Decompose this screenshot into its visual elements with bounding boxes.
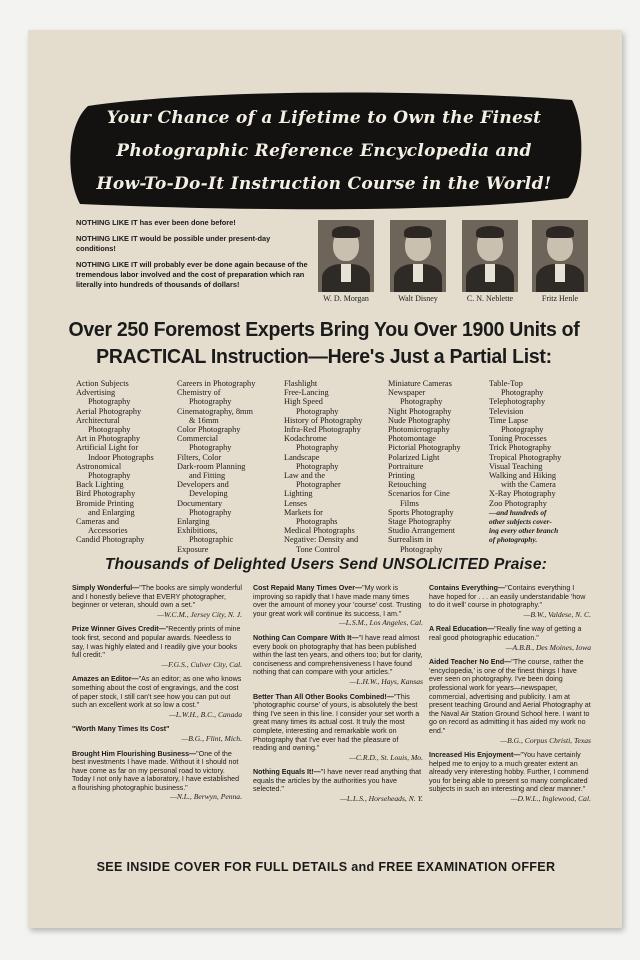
subject-item: Flashlight: [284, 379, 318, 388]
subject-item: Surrealism in: [388, 535, 433, 545]
testimonial: [72, 584, 242, 619]
subject-item: Architectural: [76, 415, 120, 425]
testimonial-body: "I have read almost every book on photography that has been published within the last ten years, and others too; but for clarity, conciseness and comprehensiveness I have found nothing that can compare with your articles.": [253, 633, 423, 677]
testimonial-body: "Really fine way of getting a real good photographic education.": [429, 625, 582, 642]
testimonial-title: Nothing Can Compare With It—: [253, 633, 359, 642]
portrait-photo: [532, 220, 588, 292]
subject-item: Advertising: [76, 388, 116, 398]
subject-item: Photographer: [296, 480, 341, 490]
praise-heading: Thousands of Delighted Users Send UNSOLICITED Praise:: [104, 556, 548, 573]
subject-item: Exhibitions,: [177, 526, 218, 536]
subject-item: Careers in Photography: [177, 379, 256, 388]
testimonial-title: "Worth Many Times Its Cost": [72, 725, 170, 734]
testimonial-body: "The course, rather the 'encyclopedia,' is one of the finest things I have ever seen on photography. I've been doing professional work for years—newspaper, commercial, advertising and publicity. I am at present teaching Ground and Aerial Photography at the Naval Air Station Ground School here. I want to go on record as admitting it has aided my work no end.": [429, 658, 591, 735]
testimonial-title: Increased His Enjoyment—: [429, 751, 521, 760]
subject-item: Time Lapse: [489, 415, 529, 425]
subjects-note: of photography.: [489, 535, 538, 545]
testimonial-author: —B.G., Flint, Mich.: [181, 733, 242, 743]
testimonial: [72, 625, 242, 669]
subject-item: Photography: [296, 461, 339, 471]
subject-item: Photographic: [189, 535, 234, 545]
subject-column: [177, 379, 297, 554]
subject-item: Developers and: [177, 480, 229, 490]
testimonial-author: —L.W.H., B.C., Canada: [169, 709, 242, 719]
testimonial-author: —N.L., Berwyn, Penna.: [170, 792, 242, 802]
testimonial: [253, 634, 423, 687]
intro-claim: NOTHING LIKE IT would be possible under present-day conditions!: [76, 234, 271, 253]
subject-item: Color Photography: [177, 425, 241, 435]
subject-item: with the Camera: [501, 480, 556, 490]
subject-item: Infra-Red Photography: [284, 425, 361, 435]
subject-item: Miniature Cameras: [388, 379, 452, 388]
testimonial-author: —L.L.S., Horseheads, N. Y.: [340, 794, 423, 804]
subjects-note: —and hundreds of: [489, 507, 547, 517]
portrait-photo: [318, 220, 374, 292]
subject-item: Lighting: [284, 489, 313, 499]
testimonial-title: Prize Winner Gives Credit—: [72, 625, 166, 634]
subject-item: Lenses: [284, 498, 308, 508]
testimonial: [72, 675, 242, 719]
testimonial-title: A Real Education—: [429, 625, 495, 634]
subject-item: Photography: [88, 425, 131, 435]
subject-item: Developing: [189, 489, 228, 499]
testimonial-body: "Contains everything I have hoped for . . . an easily understandable 'how to do it well' course in photography.": [429, 584, 586, 610]
subject-item: Dark-room Planning: [177, 461, 246, 471]
subject-item: Tropical Photography: [489, 452, 562, 462]
subject-item: Photography: [400, 544, 443, 554]
subject-item: Tone Control: [296, 544, 340, 554]
portrait-photo: [462, 220, 518, 292]
subject-item: Filters, Color: [177, 452, 222, 462]
subject-item: Action Subjects: [76, 379, 129, 388]
subject-item: Telephotography: [489, 397, 546, 407]
subject-item: Commercial: [177, 434, 219, 444]
testimonial: [72, 725, 242, 743]
subject-item: Cameras and: [76, 517, 120, 527]
subject-item: Photomicrography: [388, 425, 450, 435]
portrait-caption: W. D. Morgan: [323, 294, 369, 303]
subject-item: Back Lighting: [76, 480, 124, 490]
subject-item: Photography: [88, 397, 131, 407]
subject-item: History of Photography: [284, 415, 363, 425]
subject-column: [489, 379, 609, 545]
subject-item: Accessories: [88, 526, 128, 536]
portrait-photo: [390, 220, 446, 292]
intro-claim: NOTHING LIKE IT has ever been done before!: [76, 218, 236, 227]
subject-item: Candid Photography: [76, 535, 145, 545]
subject-item: Free-Lancing: [284, 388, 329, 398]
testimonial-author: —L.H.W., Hays, Kansas: [349, 676, 423, 686]
testimonial-column: [253, 584, 423, 810]
testimonial-title: Brought Him Flourishing Business—: [72, 749, 197, 758]
subject-item: and Enlarging: [88, 507, 135, 517]
testimonial-title: Amazes an Editor—: [72, 675, 139, 684]
testimonial-author: —C.R.D., St. Louis, Mo.: [349, 752, 423, 762]
subject-item: Photographs: [296, 517, 338, 527]
testimonial-author: —D.W.L., Inglewood, Cal.: [510, 794, 591, 804]
testimonial-author: —L.S.M., Los Angeles, Cal.: [338, 618, 423, 628]
testimonial-author: —A.B.B., Des Moines, Iowa: [505, 642, 591, 652]
subject-item: Documentary: [177, 498, 223, 508]
subject-item: Chemistry of: [177, 388, 221, 398]
testimonial-body: "One of the best investments I have made. Without it I should not have come as far on my personal road to victory. Today I not only have a laboratory, I have established a flourishing photographic business.": [72, 749, 240, 792]
subject-item: Photography: [501, 388, 544, 398]
subject-column: [284, 379, 404, 554]
subject-item: Kodachrome: [284, 434, 327, 444]
subject-item: Bird Photography: [76, 489, 136, 499]
subject-item: Printing: [388, 471, 415, 481]
subject-item: Aerial Photography: [76, 406, 142, 416]
testimonial-title: Nothing Equals It!—: [253, 768, 321, 777]
headline-line-2: PRACTICAL Instruction—Here's Just a Partial List:: [96, 345, 552, 368]
banner-line-1: Your Chance of a Lifetime to Own the Finest: [106, 108, 542, 128]
subject-item: Indoor Photographs: [88, 452, 154, 462]
testimonial-author: —B.W., Valdese, N. C.: [523, 609, 591, 619]
subject-item: and Fitting: [189, 471, 226, 481]
testimonial: [72, 750, 242, 803]
portrait-caption: Fritz Henle: [541, 294, 579, 303]
banner-line-3: How-To-Do-It Instruction Course in the World!: [96, 174, 552, 194]
subject-item: Cinematography, 8mm: [177, 406, 253, 416]
subject-item: Medical Photographs: [284, 526, 355, 536]
subject-item: High Speed: [284, 397, 323, 407]
testimonial-author: —W.C.M., Jersey City, N. J.: [157, 609, 242, 619]
subject-item: Photography: [189, 443, 232, 453]
subject-item: Exposure: [177, 544, 209, 554]
subject-item: Trick Photography: [489, 443, 552, 453]
subject-item: Photography: [296, 406, 339, 416]
subject-item: Law and the: [284, 471, 326, 481]
subject-item: Photography: [189, 507, 232, 517]
testimonial-title: Cost Repaid Many Times Over—: [253, 584, 363, 592]
subject-item: & 16mm: [189, 415, 219, 425]
testimonial: [253, 584, 423, 628]
subject-item: Scenarios for Cine: [388, 489, 450, 499]
testimonial-body: "My work is improving so rapidly that I have made many times over the amount of money your 'course' cost. Trusting your great work will continue its success, I am.": [253, 584, 422, 618]
subject-item: Toning Processes: [489, 434, 547, 444]
testimonial: [253, 693, 423, 763]
headline-line-1: Over 250 Foremost Experts Bring You Over 1900 Units of: [68, 318, 580, 341]
testimonial-body: "You have certainly helped me to enjoy to a much greater extent an already very interesting hobby. Further, I commend you for being able to present so many complicated subjects in such an interesting and clear manner.": [429, 751, 589, 794]
subject-item: Negative: Density and: [284, 535, 359, 545]
subject-item: Studio Arrangement: [388, 526, 456, 536]
testimonial-body: "Recently prints of mine took first, second and popular awards. Needless to say, I was highly elated and I readily give your books full credit.": [72, 625, 241, 660]
testimonial-body: "The books are simply wonderful and I honestly believe that EVERY photographer, beginner or veteran, should own a set.": [72, 584, 242, 610]
expert-portraits: [318, 220, 594, 304]
subject-item: Newspaper: [388, 388, 426, 398]
testimonial-column: [72, 584, 242, 808]
subject-item: X-Ray Photography: [489, 489, 556, 499]
testimonial-author: —B.G., Corpus Christi, Texas: [500, 735, 591, 745]
subject-item: Pictorial Photography: [388, 443, 461, 453]
subject-item: Photomontage: [388, 434, 436, 444]
testimonial-title: Contains Everything—: [429, 584, 506, 592]
subject-item: Photography: [88, 471, 131, 481]
testimonial: [429, 584, 591, 619]
subject-item: Photography: [400, 397, 443, 407]
subject-item: Television: [489, 406, 524, 416]
subject-item: Nude Photography: [388, 415, 451, 425]
subject-item: Sports Photography: [388, 507, 454, 517]
subject-item: Films: [400, 498, 419, 508]
subject-item: Zoo Photography: [489, 498, 547, 508]
subject-item: Night Photography: [388, 406, 452, 416]
subject-item: Visual Teaching: [489, 461, 543, 471]
intro-claims: [76, 218, 308, 296]
portrait-caption: C. N. Neblette: [466, 294, 514, 303]
intro-claim: NOTHING LIKE IT will probably ever be done again because of the tremendous labor involved and the cost of preparation which ran literally into hundreds of thousands of dollars!: [76, 260, 308, 289]
testimonial-column: [429, 584, 591, 810]
subjects-note: other subjects cover-: [489, 517, 552, 527]
testimonial-title: Simply Wonderful—: [72, 584, 140, 592]
footer-offer: SEE INSIDE COVER FOR FULL DETAILS and FREE EXAMINATION OFFER: [96, 860, 556, 874]
subject-item: Portraiture: [388, 461, 424, 471]
subject-item: Polarized Light: [388, 452, 440, 462]
testimonial-author: —F.G.S., Culver City, Cal.: [161, 659, 242, 669]
subject-item: Artificial Light for: [76, 443, 139, 453]
subject-item: Enlarging: [177, 517, 210, 527]
subject-item: Stage Photography: [388, 517, 451, 527]
subject-item: Art in Photography: [76, 434, 141, 444]
testimonial-body: "I have never read anything that equals the articles by the authorities you have selected.": [253, 768, 422, 794]
subject-item: Astronomical: [76, 461, 122, 471]
subject-item: Photography: [296, 443, 339, 453]
testimonial: [429, 751, 591, 804]
testimonial: [253, 768, 423, 803]
subject-item: Bromide Printing: [76, 498, 134, 508]
testimonial: [429, 658, 591, 745]
subject-item: Walking and Hiking: [489, 471, 557, 481]
subject-item: Photography: [189, 397, 232, 407]
subject-item: Photography: [501, 425, 544, 435]
subject-item: Markets for: [284, 507, 323, 517]
portrait-caption: Walt Disney: [398, 294, 438, 303]
testimonial: [429, 625, 591, 652]
subject-item: Landscape: [284, 452, 320, 462]
subject-item: Table-Top: [489, 379, 523, 388]
subject-item: Retouching: [388, 480, 427, 490]
testimonial-title: Better Than All Other Books Combined!—: [253, 692, 394, 701]
testimonial-title: Aided Teacher No End—: [429, 658, 512, 667]
testimonial-body: "As an editor; as one who knows something about the cost of engravings, and the cost of paper stock, I still can't see how you can put out such an excellent work at so low a cost.": [72, 675, 242, 710]
main-headline: [60, 316, 588, 370]
testimonial-body: "This 'photographic course' of yours, is absolutely the best thing I've seen in this line. I consider your set worth a great many times its actual cost. It truly the most complete, interesting and remarkable work on Photography that I've ever had the pleasure of reading and owning.": [253, 692, 420, 753]
subjects-note: ing every other branch: [489, 526, 559, 536]
title-banner: [60, 86, 588, 216]
banner-line-2: Photographic Reference Encyclopedia and: [116, 141, 532, 161]
